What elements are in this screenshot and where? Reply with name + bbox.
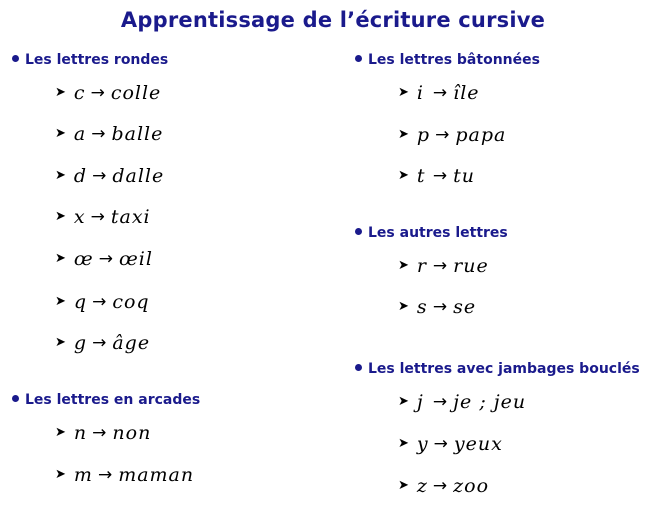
arrowhead-marker-icon: ➤ [55,335,66,350]
list-item-a [55,121,163,147]
arrowhead-marker-icon: ➤ [398,436,409,451]
cursive-letter: g [73,332,87,354]
list-item-x [55,204,151,230]
arrowhead-marker-icon: ➤ [55,209,66,224]
right-arrow-icon: → [92,423,107,443]
arrowhead-marker-icon: ➤ [398,478,409,493]
list-item-r [398,253,489,279]
example-word: papa [455,124,507,146]
cursive-letter: d [73,165,87,187]
list-item-p [398,122,506,148]
right-arrow-icon: → [432,166,448,186]
page-title: Apprentissage de l’écriture cursive [120,8,546,32]
example-word: non [112,422,152,444]
bullet-icon [355,55,362,62]
cursive-letter: s [416,296,427,318]
example-word: œil [118,248,153,270]
arrowhead-marker-icon: ➤ [398,299,409,314]
example-word: maman [118,464,195,486]
example-word: coq [112,291,150,313]
list-item-oe [55,246,153,272]
arrowhead-marker-icon: ➤ [55,294,66,309]
cursive-letter: r [416,255,426,277]
list-item-n [55,420,151,446]
section-heading-autres [355,225,508,241]
right-arrow-icon: → [435,125,450,145]
cursive-letter: œ [73,248,93,270]
right-arrow-icon: → [432,297,448,317]
example-word: se [453,296,477,318]
section-heading-jambages [355,361,640,377]
arrowhead-marker-icon: ➤ [398,127,409,142]
right-arrow-icon: → [432,83,448,103]
right-arrow-icon: → [432,256,448,276]
right-arrow-icon: → [92,333,107,353]
example-word: taxi [110,206,151,228]
list-item-y [398,431,503,457]
right-arrow-icon: → [90,83,105,103]
example-word: rue [453,255,489,277]
list-item-t [398,163,475,189]
bullet-icon [12,395,19,402]
bullet-icon [12,55,19,62]
list-item-j [398,389,526,415]
bullet-icon [355,228,362,235]
arrowhead-marker-icon: ➤ [55,251,66,266]
section-heading-rondes [12,52,168,68]
list-item-q [55,289,150,315]
example-word: colle [110,82,162,104]
right-arrow-icon: → [97,465,113,485]
section-heading-arcades [12,392,200,408]
list-item-s [398,294,476,320]
cursive-letter: p [416,124,430,146]
cursive-letter: a [73,123,86,145]
arrowhead-marker-icon: ➤ [55,425,66,440]
cursive-letter: t [416,165,425,187]
section-heading-label: Les lettres avec jambages bouclés [368,361,640,377]
cursive-letter: q [73,291,87,313]
section-heading-label: Les lettres rondes [25,52,169,68]
section-heading-label: Les autres lettres [368,225,508,241]
cursive-letter: z [416,475,427,497]
example-word: zoo [453,475,490,497]
cursive-letter: c [73,82,85,104]
right-arrow-icon: → [433,434,448,454]
example-word: âge [112,332,151,354]
bullet-icon [355,364,362,371]
example-word: balle [111,123,164,145]
cursive-letter: i [416,82,423,104]
cursive-letter: m [73,464,92,486]
example-word: tu [453,165,476,187]
right-arrow-icon: → [432,476,448,496]
list-item-d [55,163,164,189]
list-item-c [55,80,161,106]
cursive-letter: n [73,422,87,444]
right-arrow-icon: → [90,207,105,227]
example-word: dalle [112,165,165,187]
section-heading-batonnees [355,52,540,68]
list-item-m [55,462,194,488]
cursive-letter: y [416,433,428,455]
arrowhead-marker-icon: ➤ [55,168,66,183]
section-heading-label: Les lettres bâtonnées [368,52,540,68]
right-arrow-icon: → [91,124,106,144]
cursive-letter: x [73,206,85,228]
arrowhead-marker-icon: ➤ [55,85,66,100]
example-word: yeux [453,433,503,455]
list-item-g [55,330,150,356]
right-arrow-icon: → [98,249,113,269]
example-word: je ; jeu [453,391,527,413]
list-item-z [398,473,489,499]
example-word: île [453,82,480,104]
right-arrow-icon: → [92,292,107,312]
arrowhead-marker-icon: ➤ [398,394,409,409]
arrowhead-marker-icon: ➤ [398,258,409,273]
right-arrow-icon: → [92,166,107,186]
list-item-i [398,80,480,106]
cursive-letter: j [416,391,423,413]
right-arrow-icon: → [432,392,448,412]
arrowhead-marker-icon: ➤ [398,85,409,100]
arrowhead-marker-icon: ➤ [398,168,409,183]
arrowhead-marker-icon: ➤ [55,467,66,482]
arrowhead-marker-icon: ➤ [55,126,66,141]
section-heading-label: Les lettres en arcades [25,392,201,408]
